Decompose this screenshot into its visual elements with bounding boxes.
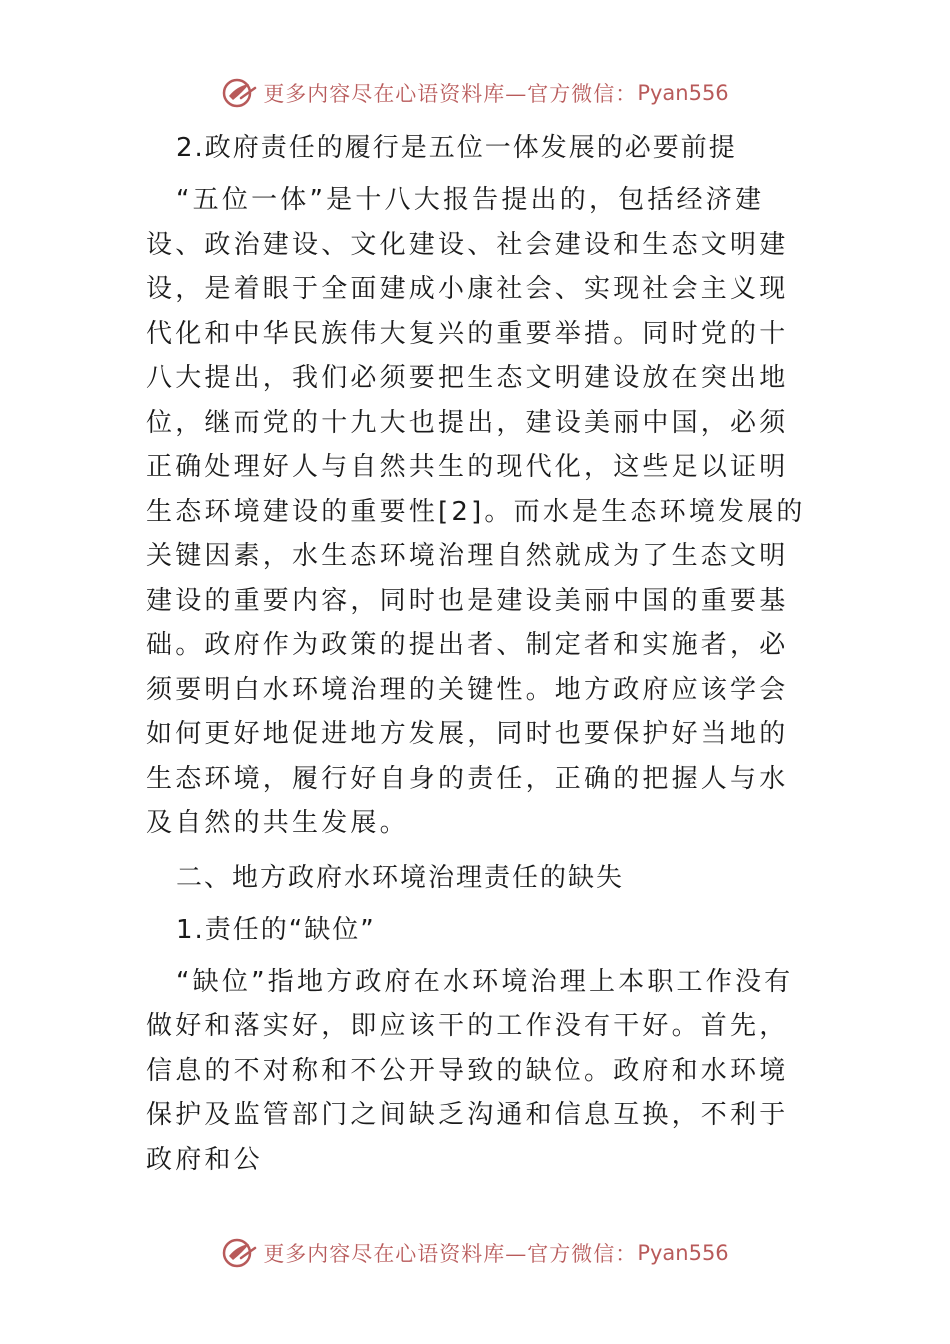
watermark-header [0, 73, 950, 113]
document-body [146, 126, 806, 1192]
book-logo-icon [221, 76, 259, 110]
watermark-text: 更多内容尽在心语资料库—官方微信： [263, 82, 638, 106]
book-logo-icon [221, 1236, 259, 1270]
section-heading-2: 二、地方政府水环境治理责任的缺失 [176, 862, 625, 893]
watermark-footer [0, 1233, 950, 1273]
paragraph-absence: “缺位”指地方政府在水环境治理上本职工作没有做好和落实好，即应该干的工作没有干好。首先，信息的不对称和不公开导致的缺位。政府和水环境保护及监管部门之间缺乏沟通和信息互换，不利于政府和公 [146, 966, 794, 1175]
paragraph-five-in-one: “五位一体”是十八大报告提出的，包括经济建设、政治建设、文化建设、社会建设和生态文明建设，是着眼于全面建成小康社会、实现社会主义现代化和中华民族伟大复兴的重要举措。同时党的十八大提出，我们必须要把生态文明建设放在突出地位，继而党的十九大也提出，建设美丽中国，必须正确处理好人与自然共生的现代化，这些足以证明生态环境建设的重要性[2]。而水是生态环境发展的关键因素，水生态环境治理自然就成为了生态文明建设的重要内容，同时也是建设美丽中国的重要基础。政府作为政策的提出者、制定者和实施者，必须要明白水环境治理的关键性。地方政府应该学会如何更好地促进地方发展，同时也要保护好当地的生态环境，履行好自身的责任，正确的把握人与水及自然的共生发展。 [146, 185, 806, 838]
watermark-wechat-id: Pyan556 [637, 81, 729, 105]
watermark-wechat-id: Pyan556 [637, 1241, 729, 1265]
watermark-text: 更多内容尽在心语资料库—官方微信： [263, 1242, 638, 1266]
subsection-heading-1: 2.政府责任的履行是五位一体发展的必要前提 [176, 133, 737, 163]
subsection-heading-absence: 1.责任的“缺位” [176, 914, 376, 945]
